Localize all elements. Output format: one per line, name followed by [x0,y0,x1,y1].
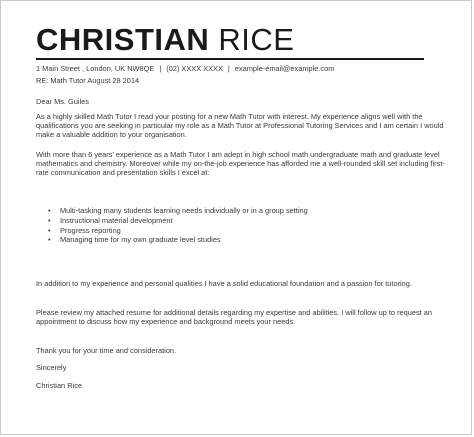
skill-text: Instructional material development [60,215,173,225]
bullet-icon: • [48,206,51,215]
header-divider [36,58,424,60]
list-item [36,236,308,246]
contact-separator: | [227,64,230,73]
paragraph-qualities: In addition to my experience and personal qualities I have a solid educational foundation and a passion for tutoring. [36,279,412,288]
cover-letter [36,22,456,390]
salutation: Dear Ms. Guiles [36,97,89,106]
bullet-icon: • [48,215,51,225]
first-name: CHRISTIAN [36,22,210,57]
thanks-line: Thank you for your time and consideration. [36,346,177,355]
contact-separator: | [159,64,162,73]
skill-text: Managing time for my own graduate level studies [60,235,221,245]
bullet-icon: • [48,225,51,235]
paragraph-intro: As a highly skilled Math Tutor I read your posting for a new Math Tutor with interest. My experience aligns well with the qualifications you are seeking in particular my role as a Math Tutor at Professional Tutoring Services and I am certain I would make a valuable addition to your organisation. [36,112,444,139]
email: example-email@example.com [234,64,335,73]
subject-line: RE: Math Tutor August 28 2014 [36,76,140,85]
paragraph-experience: With more than 6 years' experience as a Math Tutor I am adept in high school math undergraduate math and graduate level mathematics and chemistry. Moreover while my on-the-job experience has afforded me a well-rounded skill set including first-rate communication and presentation skills I excel at: [36,150,445,177]
paragraph-followup: Please review my attached resume for additional details regarding my expertise and abilities. I will follow up to request an appointment to discuss how my experience and background meets your needs. [36,308,433,326]
bullet-icon: • [48,235,51,245]
skill-text: Progress reporting [60,225,121,235]
applicant-name [36,24,456,55]
address: 1 Main Street , London, UK NW8QE [36,64,155,73]
phone: (02) XXXX XXXX [166,64,223,73]
skills-list [36,207,308,246]
last-name: RICE [218,22,295,57]
skill-text: Multi-tasking many students learning needs individually or in a group setting [60,206,308,215]
signature-name: Christian Rice [36,381,83,390]
closing: Sincerely [36,363,67,372]
contact-line [36,64,456,73]
